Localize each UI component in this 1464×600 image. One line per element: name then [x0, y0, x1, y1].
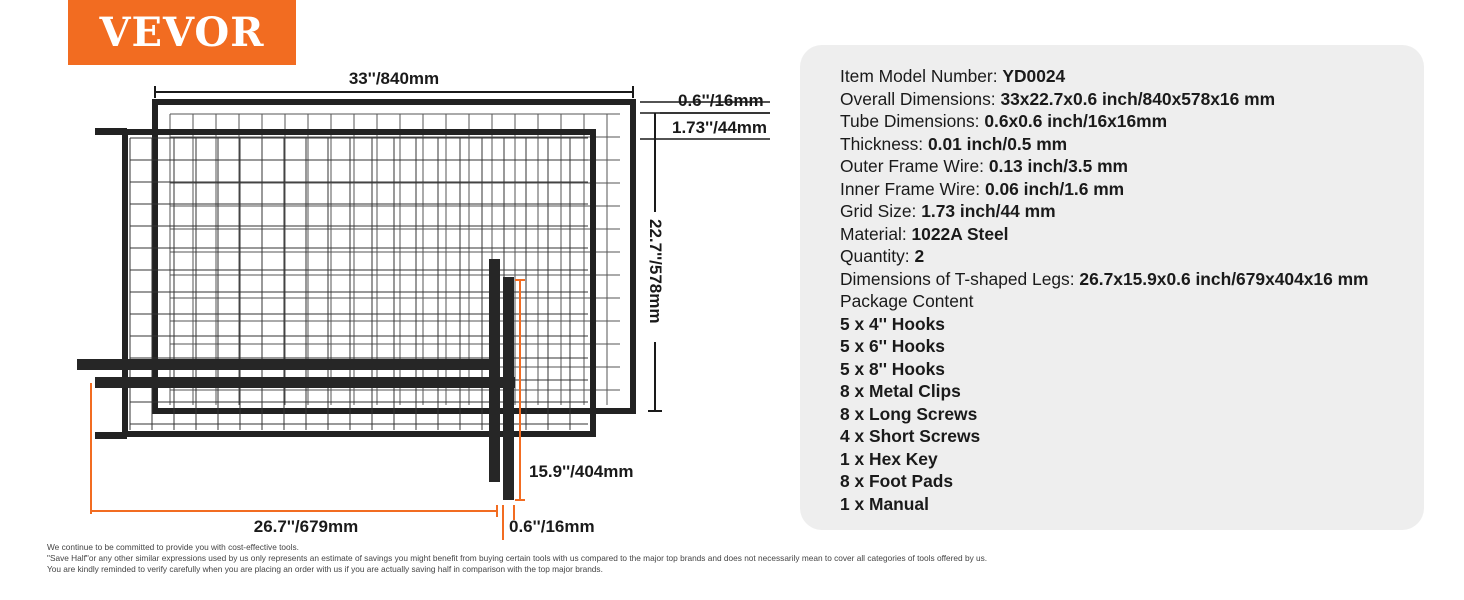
disclaimer-line: You are kindly reminded to verify carefully when you are placing an order with us if you are actually saving half in comparison with the top major brands. [47, 564, 603, 574]
logo-text: VEVOR [99, 9, 265, 56]
leg-length-label: 26.7''/679mm [253, 517, 359, 536]
package-item: 4 x Short Screws [840, 426, 981, 446]
spec-inner-wire: Inner Frame Wire: 0.06 inch/1.6 mm [840, 178, 1125, 199]
leg-tube-label: 0.6''/16mm [509, 517, 595, 536]
package-item: 8 x Foot Pads [840, 471, 954, 491]
spec-thickness: Thickness: 0.01 inch/0.5 mm [840, 133, 1068, 154]
tube-top-label: 0.6''/16mm [678, 91, 764, 110]
disclaimer [47, 542, 987, 575]
spec-model: Item Model Number: YD0024 [840, 66, 1066, 86]
spec-quantity: Quantity: 2 [840, 246, 925, 266]
spec-outer-wire: Outer Frame Wire: 0.13 inch/3.5 mm [840, 156, 1129, 176]
package-item: 5 x 6'' Hooks [840, 336, 945, 356]
spec-list [840, 65, 1369, 515]
spec-panel [800, 45, 1424, 530]
leg-height-label: 15.9''/404mm [529, 462, 634, 481]
spec-material: Material: 1022A Steel [840, 223, 1009, 244]
package-item: 8 x Metal Clips [840, 381, 961, 401]
product-diagram [0, 60, 790, 550]
vevor-logo [68, 0, 296, 65]
package-item: 5 x 4'' Hooks [840, 313, 945, 334]
spec-legs: Dimensions of T-shaped Legs: 26.7x15.9x0.6 inch/679x404x16 mm [840, 268, 1369, 289]
package-item: 5 x 8'' Hooks [840, 358, 945, 379]
package-item: 1 x Hex Key [840, 448, 938, 469]
disclaimer-line: "Save Half"or any other similar expressions used by us only represents an estimate of savings you might benefit from buying certain tools with us compared to the major top brands and does not necessarily mean to cover all categories of tools offered by us. [47, 553, 988, 563]
grid-label: 1.73''/44mm [672, 118, 768, 137]
width-label: 33''/840mm [348, 69, 440, 88]
spec-tube: Tube Dimensions: 0.6x0.6 inch/16x16mm [840, 111, 1168, 131]
package-item: 1 x Manual [840, 493, 929, 514]
spec-overall: Overall Dimensions: 33x22.7x0.6 inch/840x578x16 mm [840, 88, 1276, 109]
package-item: 8 x Long Screws [840, 403, 978, 424]
spec-grid: Grid Size: 1.73 inch/44 mm [840, 201, 1056, 221]
disclaimer-line: We continue to be committed to provide you with cost-effective tools. [47, 542, 299, 552]
package-title: Package Content [840, 291, 974, 311]
height-label: 22.7''/578mm [646, 219, 665, 324]
